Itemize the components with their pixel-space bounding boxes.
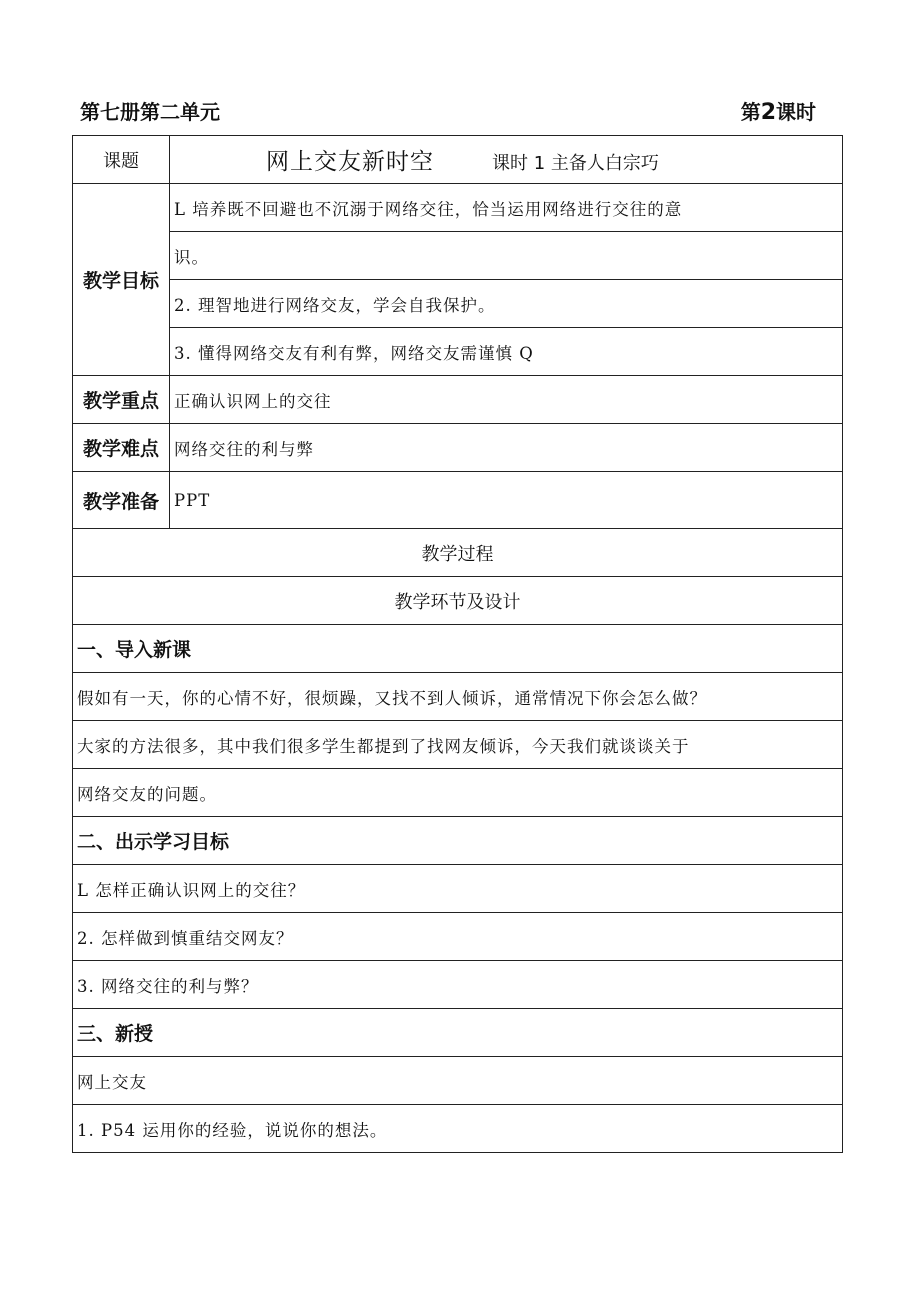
objective-item: L 培养既不回避也不沉溺于网络交往，恰当运用网络进行交往的意 <box>170 184 843 232</box>
prep-row <box>73 472 843 529</box>
objective-row <box>73 232 843 280</box>
content-text: 2. 怎样做到慎重结交网友？ <box>73 913 843 961</box>
content-text: 大家的方法很多，其中我们很多学生都提到了找网友倾诉，今天我们就谈谈关于 <box>73 721 843 769</box>
header-right-prefix: 第 <box>740 100 761 124</box>
design-heading: 教学环节及设计 <box>73 577 843 625</box>
topic-row <box>73 136 843 184</box>
topic-cell <box>170 136 843 184</box>
content-row <box>73 865 843 913</box>
section-heading: 二、出示学习目标 <box>73 817 843 865</box>
objective-row <box>73 280 843 328</box>
process-heading: 教学过程 <box>73 529 843 577</box>
content-row <box>73 1105 843 1153</box>
design-row <box>73 577 843 625</box>
content-row <box>73 913 843 961</box>
key-point-label: 教学重点 <box>73 376 170 424</box>
content-text: 3. 网络交往的利与弊？ <box>73 961 843 1009</box>
lesson-plan-table <box>72 135 843 1153</box>
header-right-suffix: 课时 <box>776 100 816 124</box>
prep-text: PPT <box>170 472 843 529</box>
difficulty-text: 网络交往的利与弊 <box>170 424 843 472</box>
section-heading-row <box>73 625 843 673</box>
prep-label: 教学准备 <box>73 472 170 529</box>
content-text: 网上交友 <box>73 1057 843 1105</box>
key-point-row <box>73 376 843 424</box>
content-row <box>73 721 843 769</box>
topic-title: 网上交友新时空 <box>266 149 434 175</box>
content-row <box>73 673 843 721</box>
objective-item: 3. 懂得网络交友有利有弊，网络交友需谨慎 Q <box>170 328 843 376</box>
objective-row <box>73 328 843 376</box>
document-header-left: 第七册第二单元 <box>80 100 220 124</box>
key-point-text: 正确认识网上的交往 <box>170 376 843 424</box>
section-heading: 三、新授 <box>73 1009 843 1057</box>
content-text: 假如有一天，你的心情不好，很烦躁，又找不到人倾诉，通常情况下你会怎么做？ <box>73 673 843 721</box>
topic-label: 课题 <box>73 136 170 184</box>
section-heading: 一、导入新课 <box>73 625 843 673</box>
content-row <box>73 769 843 817</box>
content-row <box>73 1057 843 1105</box>
content-row <box>73 961 843 1009</box>
header-lesson-number: 2 <box>760 100 776 125</box>
process-row <box>73 529 843 577</box>
section-heading-row <box>73 817 843 865</box>
content-text: 网络交友的问题。 <box>73 769 843 817</box>
objectives-label: 教学目标 <box>73 184 170 376</box>
difficulty-row <box>73 424 843 472</box>
objective-item: 识。 <box>170 232 843 280</box>
difficulty-label: 教学难点 <box>73 424 170 472</box>
content-text: 1. P54 运用你的经验，说说你的想法。 <box>73 1105 843 1153</box>
section-heading-row <box>73 1009 843 1057</box>
objective-item: 2. 理智地进行网络交友，学会自我保护。 <box>170 280 843 328</box>
objective-row <box>73 184 843 232</box>
topic-meta: 课时 1 主备人白宗巧 <box>492 153 659 174</box>
document-header-right <box>741 96 816 125</box>
content-text: L 怎样正确认识网上的交往？ <box>73 865 843 913</box>
